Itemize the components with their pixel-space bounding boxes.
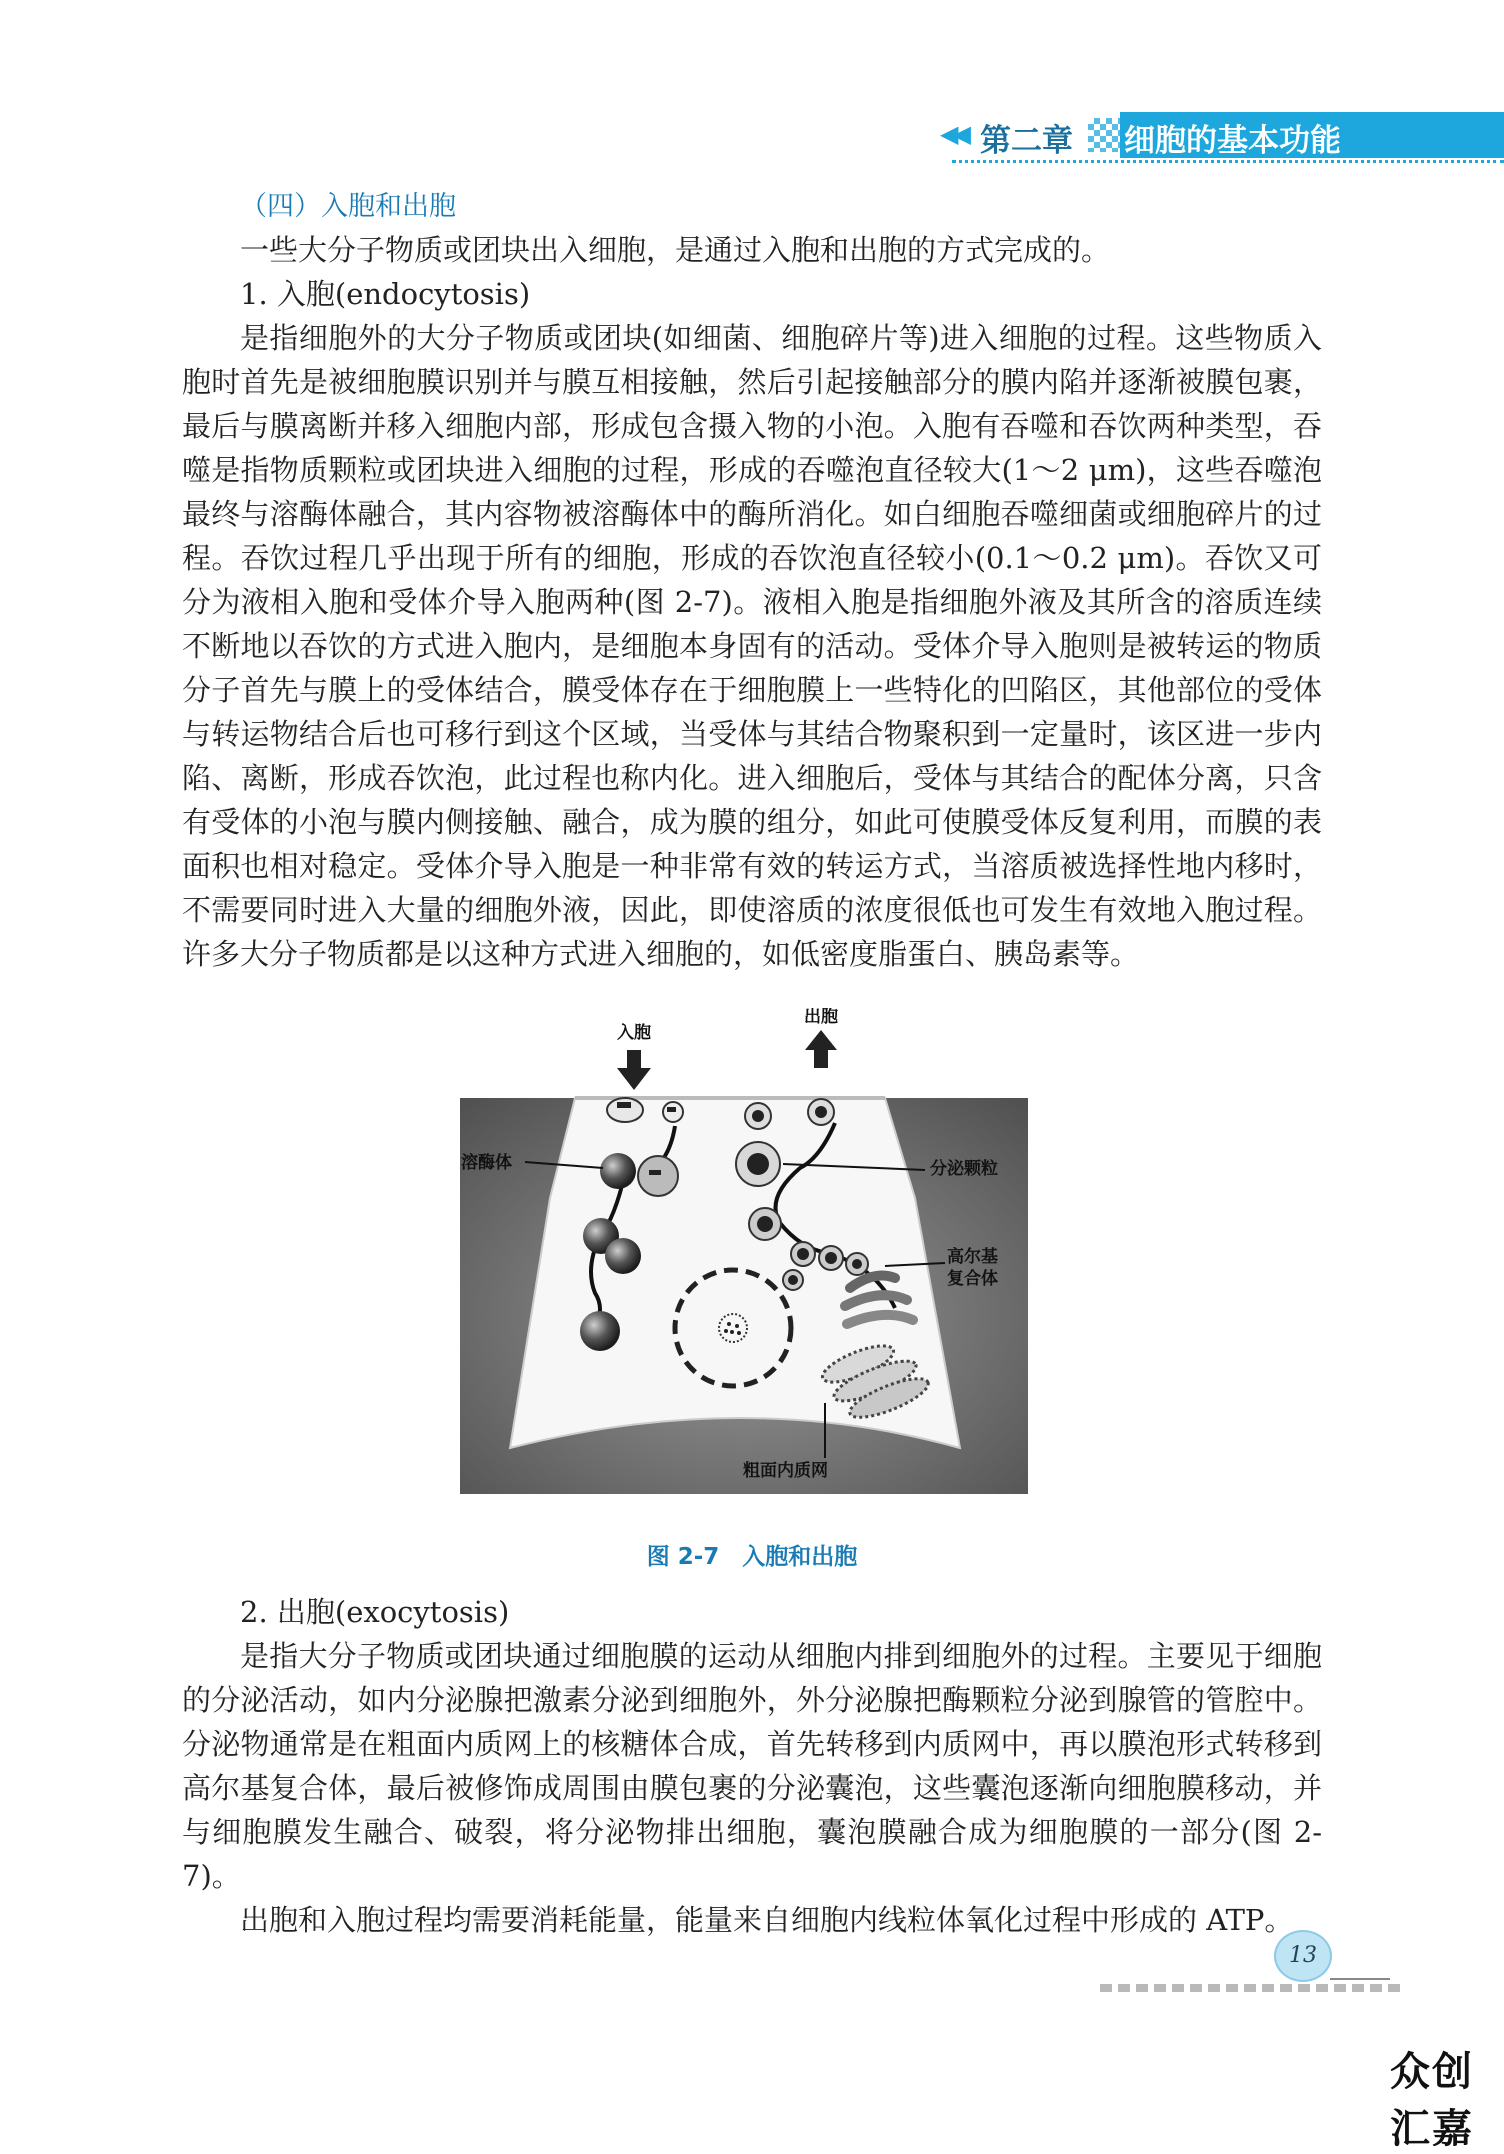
endocytosis-heading: 1. 入胞(endocytosis) [240,277,531,311]
endocytosis-text-block [182,228,1322,976]
footer-decoration [1100,1984,1400,1992]
label-secretory-granule: 分泌颗粒 [930,1159,998,1179]
chapter-title: 细胞的基本功能 [1124,123,1341,159]
exocytosis-paragraph: 是指大分子物质或团块通过细胞膜的运动从细胞内排到细胞外的过程。主要见于细胞的分泌活动，如内分泌腺把激素分泌到细胞外，外分泌腺把酶颗粒分泌到腺管的管腔中。分泌物通常是在粗面内质网上的核糖体合成，首先转移到内质网中，再以膜泡形式转移到高尔基复合体，最后被修饰成周围由膜包裹的分泌囊泡，这些囊泡逐渐向细胞膜移动，并与细胞膜发生融合、破裂，将分泌物排出细胞，囊泡膜融合成为细胞膜的一部分(图 2-7)。 [182,1639,1322,1893]
exocytosis-heading: 2. 出胞(exocytosis) [240,1595,510,1629]
header-divider [952,160,1504,163]
watermark: 众创汇嘉 [1390,2049,1474,2152]
figure-endocytosis-exocytosis [455,1008,1031,1494]
endocytosis-paragraph: 是指细胞外的大分子物质或团块(如细菌、细胞碎片等)进入细胞的过程。这些物质入胞时首先是被细胞膜识别并与膜互相接触，然后引起接触部分的膜内陷并逐渐被膜包裹，最后与膜离断并移入细胞内部，形成包含摄入物的小泡。入胞有吞噬和吞饮两种类型，吞噬是指物质颗粒或团块进入细胞的过程，形成的吞噬泡直径较大(1～2 μm)，这些吞噬泡最终与溶酶体融合，其内容物被溶酶体中的酶所消化。如白细胞吞噬细菌或细胞碎片的过程。吞饮过程几乎出现于所有的细胞，形成的吞饮泡直径较小(0.1～0.2 μm)。吞饮又可分为液相入胞和受体介导入胞两种(图 2-7)。液相入胞是指细胞外液及其所含的溶质连续不断地以吞饮的方式进入胞内，是细胞本身固有的活动。受体介导入胞则是被转运的物质分子首先与膜上的受体结合，膜受体存在于细胞膜上一些特化的凹陷区，其他部位的受体与转运物结合后也可移行到这个区域，当受体与其结合物聚积到一定量时，该区进一步内陷、离断，形成吞饮泡，此过程也称内化。进入细胞后，受体与其结合的配体分离，只含有受体的小泡与膜内侧接触、融合，成为膜的组分，如此可使膜受体反复利用，而膜的表面积也相对稳定。受体介导入胞是一种非常有效的转运方式，当溶质被选择性地内移时，不需要同时进入大量的细胞外液，因此，即使溶质的浓度很低也可发生有效地入胞过程。许多大分子物质都是以这种方式进入细胞的，如低密度脂蛋白、胰岛素等。 [182,321,1322,971]
label-lysosome: 溶酶体 [461,1153,512,1173]
figure-caption: 图 2-7 入胞和出胞 [646,1544,858,1570]
endocytosis-arrow-icon [617,1050,651,1090]
chapter-header [940,112,1504,158]
label-golgi-line1: 高尔基 [947,1247,998,1267]
section-heading: （四）入胞和出胞 [240,191,456,222]
intro-paragraph: 一些大分子物质或团块出入细胞，是通过入胞和出胞的方式完成的。 [240,233,1111,267]
double-chevron-left-icon: ◀◀ [940,120,965,148]
label-golgi-line2: 复合体 [947,1269,998,1289]
label-endocytosis: 入胞 [617,1023,651,1043]
exocytosis-text-block [182,1590,1322,1942]
label-rough-er: 粗面内质网 [743,1461,828,1481]
chapter-label: 第二章 [980,123,1073,159]
energy-paragraph: 出胞和入胞过程均需要消耗能量，能量来自细胞内线粒体氧化过程中形成的 ATP。 [240,1903,1294,1937]
label-exocytosis: 出胞 [804,1008,838,1027]
page-number: 13 [1274,1930,1332,1982]
checker-decoration [1088,118,1124,152]
footer-line [1330,1978,1390,1980]
exocytosis-arrow-icon [805,1030,837,1068]
